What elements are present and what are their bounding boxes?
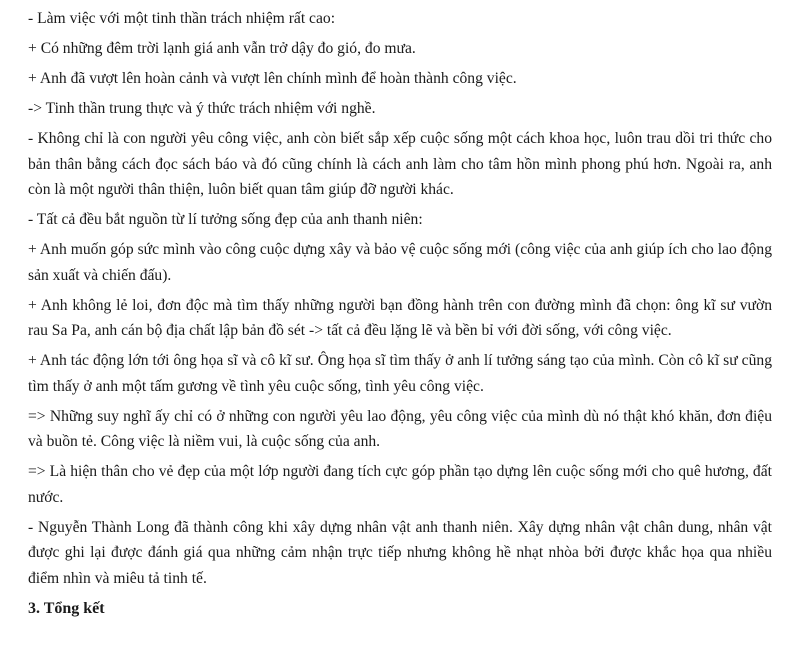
- paragraph-work-responsibility: - Làm việc với một tinh thần trách nhiệm rất cao:: [28, 10, 336, 27]
- paragraph-contribute-strength: + Anh muốn góp sức mình vào công cuộc dựng xây và bảo vệ cuộc sống mới (công việc của anh giúp ích cho lao động sản xuất và chiến đấu).: [28, 241, 772, 284]
- paragraph-honesty-conclusion: -> Tinh thần trung thực và ý thức trách nhiệm với nghề.: [28, 100, 376, 117]
- paragraph-embodiment-conclusion: => Là hiện thân cho vẻ đẹp của một lớp người đang tích cực góp phần tạo dựng lên cuộc sống mới cho quê hương, đất nước.: [28, 463, 772, 506]
- paragraph-overcome-circumstances: + Anh đã vượt lên hoàn cảnh và vượt lên chính mình để hoàn thành công việc.: [28, 70, 517, 87]
- paragraph-companions: + Anh không lẻ loi, đơn độc mà tìm thấy những người bạn đồng hành trên con đường mình đã chọn: ông kĩ sư vườn rau Sa Pa, anh cán bộ địa chất lập bản đồ sét -> tất cả đều lặng lẽ và bền bỉ với đời sống, với công việc.: [28, 296, 772, 339]
- paragraph-ideal-origin: - Tất cả đều bắt nguồn từ lí tưởng sống đẹp của anh thanh niên:: [28, 211, 423, 228]
- section-heading-summary: 3. Tổng kết: [28, 599, 105, 617]
- paragraph-thoughts-conclusion: => Những suy nghĩ ấy chỉ có ở những con người yêu lao động, yêu công việc của mình dù nó thật khó khăn, đơn điệu và buồn tẻ. Công việc là niềm vui, là cuộc sống của anh.: [28, 407, 772, 450]
- paragraph-author-success: - Nguyễn Thành Long đã thành công khi xây dựng nhân vật anh thanh niên. Xây dựng nhân vật chân dung, nhân vật được ghi lại được đánh giá qua những cảm nhận trực tiếp nhưng không hề nhạt nhòa bởi được khắc họa qua nhiều điểm nhìn và miêu tả tinh tế.: [28, 518, 772, 587]
- paragraph-influence: + Anh tác động lớn tới ông họa sĩ và cô kĩ sư. Ông họa sĩ tìm thấy ở anh lí tưởng sáng tạo của mình. Còn cô kĩ sư cũng tìm thấy ở anh một tấm gương về tình yêu cuộc sống, tình yêu công việc.: [28, 352, 772, 395]
- paragraph-cold-nights: + Có những đêm trời lạnh giá anh vẫn trở dậy đo gió, đo mưa.: [28, 40, 416, 57]
- document-body: [28, 6, 772, 626]
- paragraph-organized-life: - Không chỉ là con người yêu công việc, anh còn biết sắp xếp cuộc sống một cách khoa học, luôn trau dồi tri thức cho bản thân bằng cách đọc sách báo và đó cũng chính là cách anh làm cho tâm hồn mình phong phú hơn. Ngoài ra, anh còn là một người thân thiện, luôn biết quan tâm giúp đỡ người khác.: [28, 130, 772, 198]
